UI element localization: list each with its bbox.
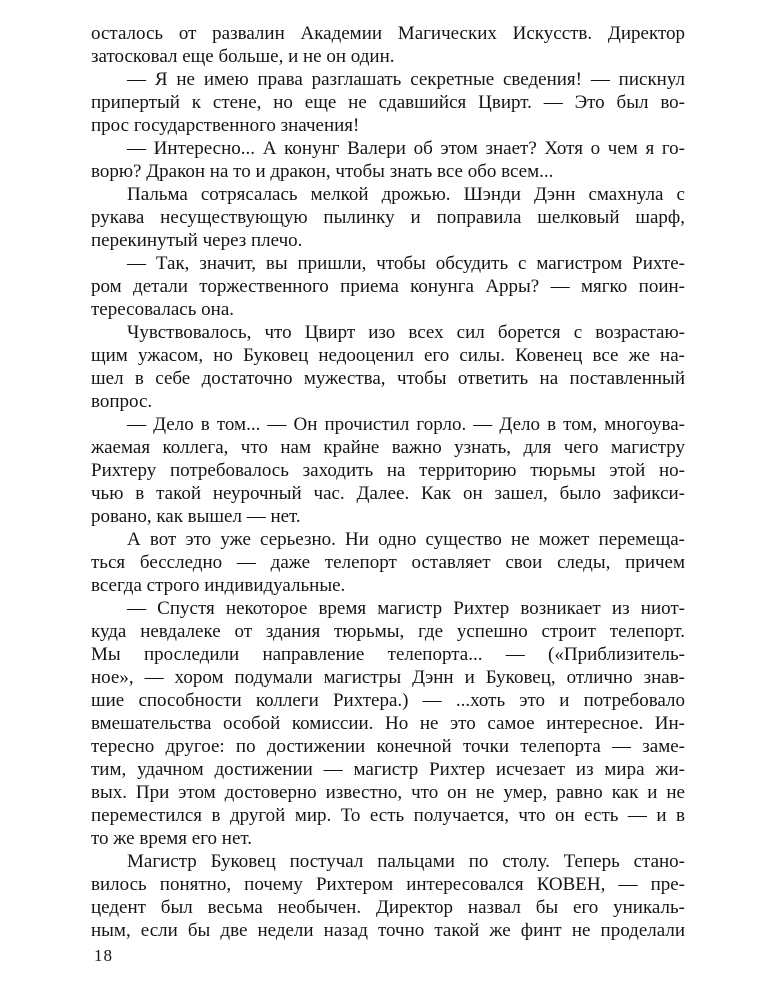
text-line: ром детали торжественного приема конунга Арры? — мягко поин- [91, 276, 685, 297]
text-line: тересно другое: по достижении конечной точки телепорта — заме- [91, 736, 685, 757]
text-line: затосковал еще больше, и не он один. [91, 46, 395, 67]
text-line: Пальма сотрясалась мелкой дрожью. Шэнди Дэнн смахнула с [127, 184, 685, 205]
paragraph [91, 68, 685, 137]
text-line: цедент был весьма необычен. Директор назвал бы его уникаль- [91, 897, 685, 918]
text-line: шие способности коллеги Рихтера.) — ...хоть это и потребовало [91, 690, 685, 711]
text-line: перекинутый через плечо. [91, 230, 303, 251]
paragraph [91, 413, 685, 528]
text-line: ное», — хором подумали магистры Дэнн и Буковец, отлично знав- [91, 667, 685, 688]
text-line: чью в такой неурочный час. Далее. Как он зашел, было зафикси- [91, 483, 685, 504]
page-number: 18 [94, 946, 113, 965]
paragraph [91, 850, 685, 942]
text-line: переместился в другой мир. То есть получается, что он есть — и в [91, 805, 685, 826]
text-line: тересовалась она. [91, 299, 235, 320]
text-line: — Дело в том... — Он прочистил горло. — Дело в том, многоува- [127, 414, 685, 435]
paragraph [91, 252, 685, 321]
text-line: тим, удачном достижении — магистр Рихтер исчезает из мира жи- [91, 759, 685, 780]
text-line: — Интересно... А конунг Валери об этом знает? Хотя о чем я го- [127, 138, 685, 159]
text-line: — Я не имею права разглашать секретные сведения! — пискнул [127, 69, 685, 90]
text-line: то же время его нет. [91, 828, 253, 849]
text-line: шел в себе достаточно мужества, чтобы ответить на поставленный [91, 368, 685, 389]
paragraph [91, 22, 685, 68]
paragraph [91, 183, 685, 252]
text-line: ным, если бы две недели назад точно такой же финт не проделали [91, 920, 685, 941]
text-line: Мы проследили направление телепорта... — («Приблизитель- [91, 644, 685, 665]
text-line: рукава несуществующую пылинку и поправила шелковый шарф, [91, 207, 685, 228]
text-line: Рихтеру потребовалось заходить на территорию тюрьмы этой но- [91, 460, 685, 481]
text-line: вмешательства особой комиссии. Но не это самое интересное. Ин- [91, 713, 685, 734]
text-line: припертый к стене, но еще не сдавшийся Цвирт. — Это был во- [91, 92, 685, 113]
text-line: — Так, значит, вы пришли, чтобы обсудить с магистром Рихте- [127, 253, 685, 274]
text-line: Магистр Буковец постучал пальцами по столу. Теперь стано- [127, 851, 685, 872]
text-line: жаемая коллега, что нам крайне важно узнать, для чего магистру [91, 437, 685, 458]
paragraph [91, 597, 685, 850]
text-line: А вот это уже серьезно. Ни одно существо не может перемеща- [127, 529, 685, 550]
text-line: вопрос. [91, 391, 153, 412]
text-line: — Спустя некоторое время магистр Рихтер возникает из ниот- [127, 598, 685, 619]
text-block [91, 22, 685, 942]
text-line: осталось от развалин Академии Магических Искусств. Директор [91, 23, 685, 44]
text-line: всегда строго индивидуальные. [91, 575, 346, 596]
text-line: вых. При этом достоверно известно, что он не умер, равно как и не [91, 782, 685, 803]
text-line: Чувствовалось, что Цвирт изо всех сил борется с возрастаю- [127, 322, 685, 343]
text-line: куда невдалеке от здания тюрьмы, где успешно строит телепорт. [91, 621, 685, 642]
text-line: вилось понятно, почему Рихтером интересовался КОВЕН, — пре- [91, 874, 685, 895]
text-line: ворю? Дракон на то и дракон, чтобы знать все обо всем... [91, 161, 554, 182]
text-line: ровано, как вышел — нет. [91, 506, 301, 527]
text-line: прос государственного значения! [91, 115, 360, 136]
paragraph [91, 528, 685, 597]
paragraph [91, 137, 685, 183]
paragraph [91, 321, 685, 413]
text-line: щим ужасом, но Буковец недооценил его силы. Ковенец все же на- [91, 345, 685, 366]
text-line: ться бесследно — даже телепорт оставляет свои следы, причем [91, 552, 685, 573]
